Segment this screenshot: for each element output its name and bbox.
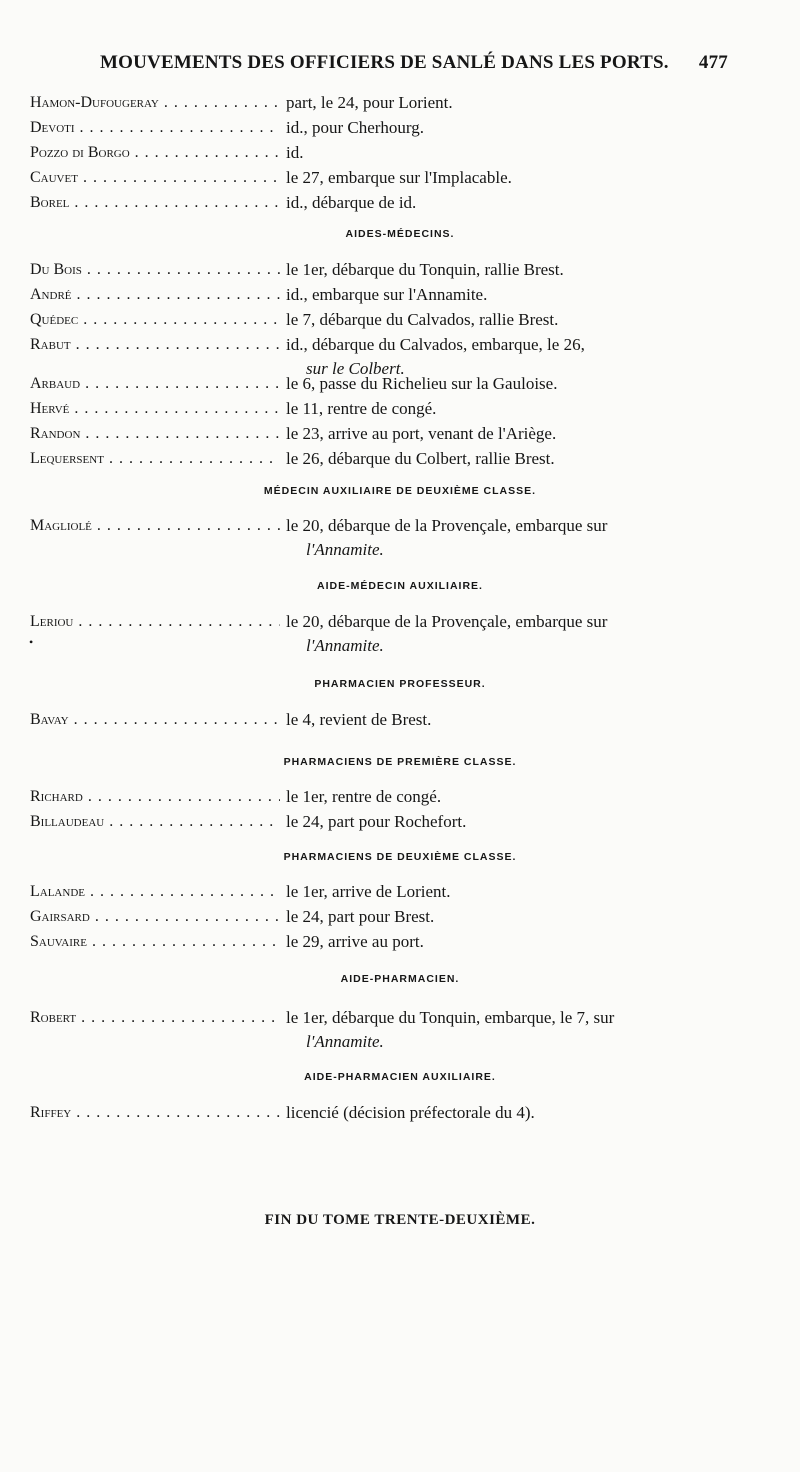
section-heading: AIDE-PHARMACIEN. [340, 973, 460, 985]
page-number: 477 [698, 52, 728, 73]
officer-name: Pozzo di Borgo . . . [30, 140, 280, 166]
officer-name: Devoti . . . [30, 115, 280, 141]
officer-name: Leriou . . . [30, 609, 280, 635]
officer-name: Sauvaire . . . [30, 929, 280, 955]
movement-text: le 1er, débarque du Tonquin, embarque, le 7, sur [286, 1008, 615, 1027]
movement-text: le 6, passe du Richelieu sur la Gauloise. [286, 374, 558, 393]
movement-text: le 23, arrive au port, venant de l'Ariège. [286, 424, 557, 443]
running-title: MOUVEMENTS DES OFFICIERS DE SANLÉ DANS LES PORTS. [100, 52, 669, 73]
section-heading: AIDE-PHARMACIEN AUXILIAIRE. [304, 1071, 496, 1083]
movement-text: le 24, part pour Rochefort. [286, 812, 467, 831]
officer-name: Hervé . . . [30, 396, 280, 422]
officer-name: Riffey . . . [30, 1100, 280, 1126]
movement-text-continued: l'Annamite. [306, 540, 384, 559]
section-heading: PHARMACIENS DE PREMIÈRE CLASSE. [283, 756, 517, 768]
movement-text: le 24, part pour Brest. [286, 907, 435, 926]
movement-text: le 7, débarque du Calvados, rallie Brest. [286, 310, 559, 329]
movement-text: le 20, débarque de la Provençale, embarque sur [286, 612, 608, 631]
movement-text: le 1er, débarque du Tonquin, rallie Brest. [286, 260, 564, 279]
officer-name: Magliolé . . . [30, 513, 280, 539]
officer-name: Richard . . . [30, 784, 280, 810]
movement-text: le 27, embarque sur l'Implacable. [286, 168, 512, 187]
movement-text-continued: l'Annamite. [306, 1032, 384, 1051]
movement-text: le 20, débarque de la Provençale, embarque sur [286, 516, 608, 535]
officer-name: Hamon-Dufougeray . . . [30, 90, 280, 116]
section-heading: MÉDECIN AUXILIAIRE DE DEUXIÈME CLASSE. [263, 485, 537, 497]
section-heading: PHARMACIEN PROFESSEUR. [314, 678, 486, 690]
movement-text: id., embarque sur l'Annamite. [286, 285, 488, 304]
movement-text: licencié (décision préfectorale du 4). [286, 1103, 535, 1122]
section-heading: AIDES-MÉDECINS. [345, 228, 455, 240]
closing-line: FIN DU TOME TRENTE-DEUXIÈME. [264, 1212, 536, 1228]
officer-name: Billaudeau . . . [30, 809, 280, 835]
officer-name: Rabut . . . [30, 332, 280, 358]
officer-name: Lalande . . . [30, 879, 280, 905]
movement-text: le 1er, rentre de congé. [286, 787, 442, 806]
officer-name: André . . . [30, 282, 280, 308]
officer-name: Randon . . . [30, 421, 280, 447]
officer-name: Gairsard . . . [30, 904, 280, 930]
movement-text-continued: sur le Colbert. [306, 359, 405, 378]
officer-name: Quédec . . . [30, 307, 280, 333]
officer-name: Bavay . . . [30, 707, 280, 733]
movement-text: id., pour Cherhourg. [286, 118, 425, 137]
officer-name: Cauvet . . . [30, 165, 280, 191]
officer-name: Robert . . . [30, 1005, 280, 1031]
movement-text: le 4, revient de Brest. [286, 710, 432, 729]
movement-text: le 11, rentre de congé. [286, 399, 437, 418]
movement-text: id., débarque de id. [286, 193, 417, 212]
movement-text: id., débarque du Calvados, embarque, le 26, [286, 335, 585, 354]
officer-name: Du Bois . . . [30, 257, 280, 283]
movement-text: id. [286, 143, 304, 162]
section-heading: PHARMACIENS DE DEUXIÈME CLASSE. [283, 851, 517, 863]
bullet-mark: • [29, 635, 34, 649]
officer-name: Borel . . . [30, 190, 280, 216]
movement-text: le 29, arrive au port. [286, 932, 424, 951]
movement-text-continued: l'Annamite. [306, 636, 384, 655]
movement-text: le 1er, arrive de Lorient. [286, 882, 451, 901]
movement-text: part, le 24, pour Lorient. [286, 93, 453, 112]
section-heading: AIDE-MÉDECIN AUXILIAIRE. [317, 580, 483, 592]
movement-text: le 26, débarque du Colbert, rallie Brest. [286, 449, 555, 468]
officer-name: Lequersent . . . [30, 446, 280, 472]
officer-name: Arbaud . . . [30, 371, 280, 397]
